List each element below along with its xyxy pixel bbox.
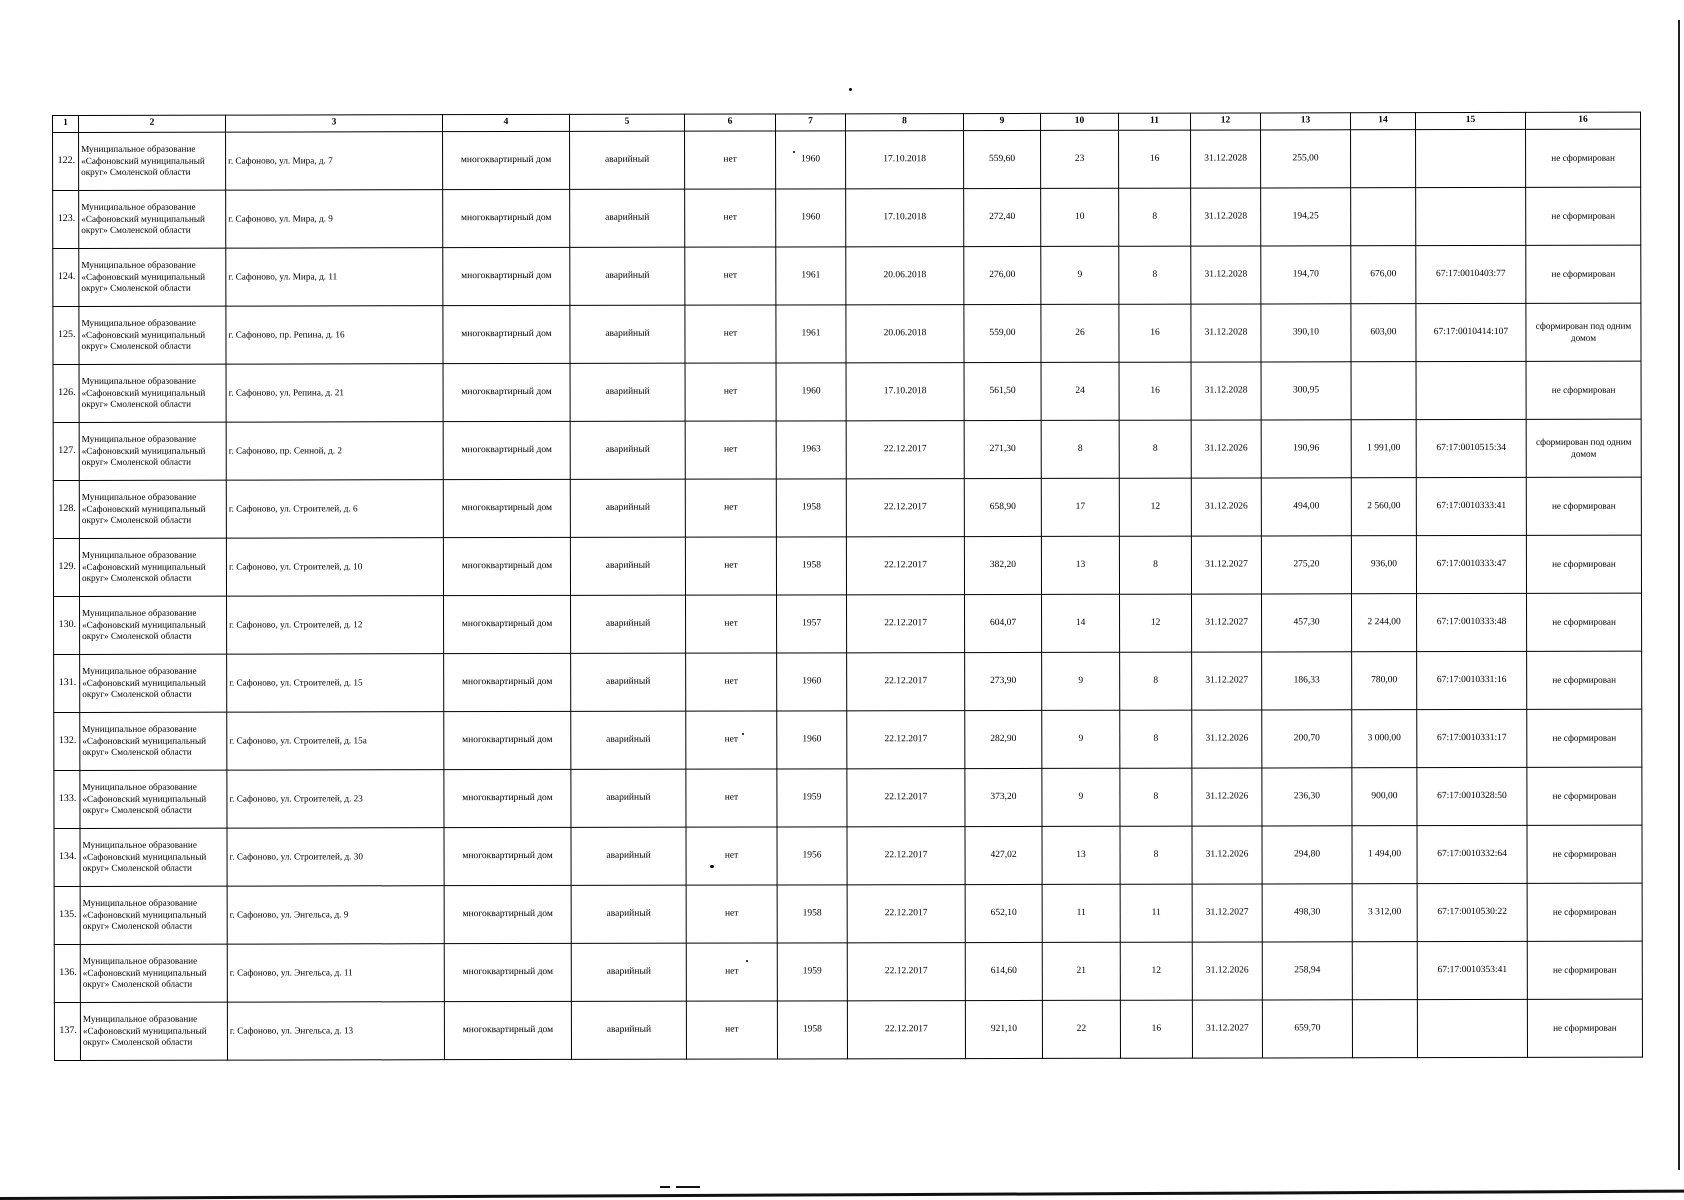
area-cell: 559,00 [964,304,1041,362]
municipality-cell: Муниципальное образование «Сафоновский муниципальный округ» Смоленской области [79,306,226,364]
land-plot-status-cell: сформирован под одним домом [1526,303,1641,361]
row-number: 123. [53,190,79,248]
address-cell: г. Сафоново, пр. Репина, д. 16 [226,306,443,364]
address-cell: г. Сафоново, ул. Строителей, д. 15а [227,712,444,770]
year-built-cell: 1960 [777,711,847,769]
land-plot-status-cell: не сформирован [1527,941,1642,999]
land-area-cell [1351,188,1416,246]
recognition-date-cell: 22.12.2017 [847,595,965,653]
municipality-cell: Муниципальное образование «Сафоновский муниципальный округ» Смоленской области [80,944,227,1002]
year-built-cell: 1960 [776,131,846,189]
condition-cell: аварийный [571,827,686,885]
building-type-cell: многоквартирный дом [443,421,570,479]
cadastral-number-cell: 67:17:0010333:47 [1416,535,1526,593]
recognition-date-cell: 17.10.2018 [846,131,964,189]
condition-cell: аварийный [570,421,685,479]
flag-cell: нет [686,653,777,711]
year-built-cell: 1958 [777,885,847,943]
residents-cell: 14 [1042,594,1120,652]
flag-cell: нет [686,885,777,943]
flag-cell: нет [686,769,777,827]
area-cell: 614,60 [965,942,1042,1000]
residents-cell: 26 [1041,304,1119,362]
area-cell: 652,10 [965,884,1042,942]
land-plot-status-cell: не сформирован [1526,361,1641,419]
premises-cell: 8 [1119,420,1191,478]
living-area-cell: 255,00 [1261,130,1351,188]
address-cell: г. Сафоново, ул. Строителей, д. 10 [226,538,443,596]
cadastral-number-cell [1416,187,1526,245]
land-area-cell: 603,00 [1351,304,1416,362]
row-number: 136. [54,944,80,1002]
resettlement-deadline-cell: 31.12.2027 [1192,652,1262,710]
land-plot-status-cell: не сформирован [1526,187,1641,245]
living-area-cell: 390,10 [1261,304,1351,362]
building-type-cell: многоквартирный дом [443,189,570,247]
column-number: 13 [1260,113,1350,130]
column-number: 11 [1118,113,1190,130]
resettlement-deadline-cell: 31.12.2028 [1191,246,1261,304]
building-type-cell: многоквартирный дом [443,247,570,305]
scan-mark [676,1186,700,1188]
column-number: 14 [1350,113,1415,130]
row-number: 128. [53,480,79,538]
living-area-cell: 194,70 [1261,246,1351,304]
cadastral-number-cell: 67:17:0010530:22 [1417,883,1527,941]
condition-cell: аварийный [570,131,685,189]
building-type-cell: многоквартирный дом [444,595,571,653]
land-area-cell [1351,130,1416,188]
area-cell: 658,90 [964,478,1041,536]
building-type-cell: многоквартирный дом [444,943,571,1001]
residents-cell: 11 [1042,884,1120,942]
living-area-cell: 194,25 [1261,188,1351,246]
resettlement-deadline-cell: 31.12.2026 [1191,420,1261,478]
year-built-cell: 1960 [776,189,846,247]
residents-cell: 23 [1041,130,1119,188]
condition-cell: аварийный [571,769,686,827]
register-table [52,112,1643,1061]
table-body [53,112,1643,1060]
condition-cell: аварийный [571,885,686,943]
land-plot-status-cell: сформирован под одним домом [1526,419,1641,477]
resettlement-deadline-cell: 31.12.2028 [1191,130,1261,188]
table-row [54,883,1642,944]
area-cell: 604,07 [965,594,1042,652]
condition-cell: аварийный [571,711,686,769]
year-built-cell: 1960 [777,653,847,711]
year-built-cell: 1956 [777,827,847,885]
table-row [54,593,1642,654]
living-area-cell: 659,70 [1262,1000,1352,1058]
residents-cell: 9 [1041,246,1119,304]
building-type-cell: многоквартирный дом [444,769,571,827]
land-area-cell [1352,942,1417,1000]
table-row [54,999,1642,1060]
cadastral-number-cell: 67:17:0010332:64 [1417,825,1527,883]
resettlement-deadline-cell: 31.12.2027 [1191,536,1261,594]
resettlement-deadline-cell: 31.12.2027 [1192,884,1262,942]
building-type-cell: многоквартирный дом [443,363,570,421]
municipality-cell: Муниципальное образование «Сафоновский муниципальный округ» Смоленской области [79,364,226,422]
residents-cell: 10 [1041,188,1119,246]
residents-cell: 9 [1042,652,1120,710]
cadastral-number-cell: 67:17:0010333:41 [1416,477,1526,535]
area-cell: 559,60 [964,130,1041,188]
address-cell: г. Сафоново, ул. Строителей, д. 30 [227,828,444,886]
premises-cell: 8 [1120,826,1192,884]
premises-cell: 16 [1120,1000,1192,1058]
address-cell: г. Сафоново, ул. Репина, д. 21 [226,364,443,422]
year-built-cell: 1961 [776,305,846,363]
building-type-cell: многоквартирный дом [444,827,571,885]
table-row [54,941,1642,1002]
land-area-cell: 780,00 [1352,652,1417,710]
recognition-date-cell: 22.12.2017 [847,769,965,827]
residents-cell: 21 [1042,942,1120,1000]
flag-cell: нет [685,363,776,421]
address-cell: г. Сафоново, ул. Энгельса, д. 9 [227,886,444,944]
flag-cell: нет [686,1001,777,1059]
address-cell: г. Сафоново, ул. Мира, д. 7 [226,132,443,190]
recognition-date-cell: 22.12.2017 [847,1001,965,1059]
land-area-cell: 1 494,00 [1352,826,1417,884]
area-cell: 271,30 [964,420,1041,478]
land-area-cell: 1 991,00 [1351,420,1416,478]
cadastral-number-cell [1417,999,1527,1057]
premises-cell: 8 [1119,536,1191,594]
column-number: 16 [1525,112,1640,129]
municipality-cell: Муниципальное образование «Сафоновский муниципальный округ» Смоленской области [79,422,226,480]
year-built-cell: 1963 [776,421,846,479]
scan-mark [660,1186,670,1188]
row-number: 134. [54,828,80,886]
municipality-cell: Муниципальное образование «Сафоновский муниципальный округ» Смоленской области [80,1002,227,1060]
row-number: 125. [53,306,79,364]
cadastral-number-cell: 67:17:0010333:48 [1417,593,1527,651]
address-cell: г. Сафоново, ул. Мира, д. 11 [226,248,443,306]
flag-cell: нет [686,827,777,885]
row-number: 127. [53,422,79,480]
year-built-cell: 1958 [776,537,846,595]
table-row [53,535,1641,596]
flag-cell: нет [685,305,776,363]
table-row [53,361,1641,422]
resettlement-deadline-cell: 31.12.2026 [1191,478,1261,536]
premises-cell: 8 [1119,188,1191,246]
building-type-cell: многоквартирный дом [443,305,570,363]
living-area-cell: 300,95 [1261,362,1351,420]
recognition-date-cell: 22.12.2017 [847,711,965,769]
year-built-cell: 1959 [777,769,847,827]
area-cell: 427,02 [965,826,1042,884]
row-number: 122. [53,132,79,190]
area-cell: 373,20 [965,768,1042,826]
resettlement-deadline-cell: 31.12.2026 [1192,710,1262,768]
scan-edge-bottom [0,1190,1684,1200]
table-row [53,419,1641,480]
living-area-cell: 258,94 [1262,942,1352,1000]
table-row [54,709,1642,770]
condition-cell: аварийный [570,189,685,247]
municipality-cell: Муниципальное образование «Сафоновский муниципальный округ» Смоленской области [79,190,226,248]
premises-cell: 16 [1119,362,1191,420]
address-cell: г. Сафоново, ул. Энгельса, д. 13 [227,1002,444,1060]
municipality-cell: Муниципальное образование «Сафоновский муниципальный округ» Смоленской области [80,770,227,828]
land-plot-status-cell: не сформирован [1527,709,1642,767]
residents-cell: 8 [1041,420,1119,478]
year-built-cell: 1957 [777,595,847,653]
row-number: 133. [54,770,80,828]
area-cell: 276,00 [964,246,1041,304]
condition-cell: аварийный [570,305,685,363]
land-area-cell: 900,00 [1352,768,1417,826]
land-plot-status-cell: не сформирован [1527,593,1642,651]
resettlement-deadline-cell: 31.12.2026 [1192,942,1262,1000]
column-number: 6 [684,114,775,131]
municipality-cell: Муниципальное образование «Сафоновский муниципальный округ» Смоленской области [79,248,226,306]
land-plot-status-cell: не сформирован [1527,825,1642,883]
land-plot-status-cell: не сформирован [1526,477,1641,535]
recognition-date-cell: 17.10.2018 [846,363,964,421]
cadastral-number-cell: 67:17:0010331:16 [1417,651,1527,709]
table-row [53,477,1641,538]
premises-cell: 8 [1120,710,1192,768]
condition-cell: аварийный [570,363,685,421]
municipality-cell: Муниципальное образование «Сафоновский муниципальный округ» Смоленской области [80,596,227,654]
recognition-date-cell: 22.12.2017 [846,421,964,479]
resettlement-deadline-cell: 31.12.2028 [1191,188,1261,246]
residents-cell: 22 [1042,1000,1120,1058]
municipality-cell: Муниципальное образование «Сафоновский муниципальный округ» Смоленской области [80,654,227,712]
recognition-date-cell: 22.12.2017 [847,943,965,1001]
building-type-cell: многоквартирный дом [444,711,571,769]
column-number: 4 [443,114,570,131]
land-plot-status-cell: не сформирован [1526,535,1641,593]
address-cell: г. Сафоново, ул. Строителей, д. 12 [227,596,444,654]
municipality-cell: Муниципальное образование «Сафоновский муниципальный округ» Смоленской области [80,886,227,944]
column-number: 2 [79,115,226,132]
residents-cell: 13 [1042,826,1120,884]
premises-cell: 16 [1119,130,1191,188]
column-number: 9 [963,113,1040,130]
area-cell: 273,90 [965,652,1042,710]
recognition-date-cell: 22.12.2017 [847,827,965,885]
living-area-cell: 457,30 [1262,594,1352,652]
land-plot-status-cell: не сформирован [1527,883,1642,941]
cadastral-number-cell: 67:17:0010328:50 [1417,767,1527,825]
cadastral-number-cell: 67:17:0010515:34 [1416,419,1526,477]
address-cell: г. Сафоново, ул. Строителей, д. 15 [227,654,444,712]
resettlement-deadline-cell: 31.12.2026 [1192,768,1262,826]
condition-cell: аварийный [571,943,686,1001]
year-built-cell: 1959 [777,943,847,1001]
address-cell: г. Сафоново, ул. Мира, д. 9 [226,190,443,248]
resettlement-deadline-cell: 31.12.2028 [1191,362,1261,420]
land-area-cell: 936,00 [1351,536,1416,594]
row-number: 126. [53,364,79,422]
flag-cell: нет [685,479,776,537]
land-area-cell: 3 000,00 [1352,710,1417,768]
premises-cell: 11 [1120,884,1192,942]
building-type-cell: многоквартирный дом [444,653,571,711]
living-area-cell: 275,20 [1261,536,1351,594]
land-area-cell [1351,362,1416,420]
row-number: 135. [54,886,80,944]
year-built-cell: 1958 [776,479,846,537]
flag-cell: нет [685,421,776,479]
municipality-cell: Муниципальное образование «Сафоновский муниципальный округ» Смоленской области [79,538,226,596]
recognition-date-cell: 20.06.2018 [846,247,964,305]
premises-cell: 12 [1120,942,1192,1000]
column-number: 15 [1415,112,1525,129]
flag-cell: нет [685,537,776,595]
recognition-date-cell: 22.12.2017 [846,537,964,595]
building-type-cell: многоквартирный дом [444,1001,571,1059]
resettlement-deadline-cell: 31.12.2026 [1192,826,1262,884]
resettlement-deadline-cell: 31.12.2028 [1191,304,1261,362]
table-row [53,129,1641,190]
flag-cell: нет [685,189,776,247]
flag-cell: нет [686,595,777,653]
address-cell: г. Сафоново, ул. Строителей, д. 23 [227,770,444,828]
cadastral-number-cell [1416,361,1526,419]
row-number: 124. [53,248,79,306]
municipality-cell: Муниципальное образование «Сафоновский муниципальный округ» Смоленской области [79,132,226,190]
municipality-cell: Муниципальное образование «Сафоновский муниципальный округ» Смоленской области [80,828,227,886]
area-cell: 282,90 [965,710,1042,768]
premises-cell: 8 [1120,652,1192,710]
land-plot-status-cell: не сформирован [1527,651,1642,709]
address-cell: г. Сафоново, ул. Энгельса, д. 11 [227,944,444,1002]
land-plot-status-cell: не сформирован [1527,767,1642,825]
municipality-cell: Муниципальное образование «Сафоновский муниципальный округ» Смоленской области [80,712,227,770]
address-cell: г. Сафоново, пр. Сенной, д. 2 [226,422,443,480]
premises-cell: 8 [1120,768,1192,826]
area-cell: 561,50 [964,362,1041,420]
row-number: 137. [54,1002,80,1060]
recognition-date-cell: 20.06.2018 [846,305,964,363]
condition-cell: аварийный [570,537,685,595]
condition-cell: аварийный [571,595,686,653]
recognition-date-cell: 22.12.2017 [847,653,965,711]
table-row [53,303,1641,364]
flag-cell: нет [685,247,776,305]
table-row [54,825,1642,886]
table-row [54,767,1642,828]
land-area-cell: 2 560,00 [1351,478,1416,536]
land-area-cell [1352,1000,1417,1058]
column-number: 1 [53,115,79,132]
area-cell: 921,10 [965,1000,1042,1058]
land-area-cell: 3 312,00 [1352,884,1417,942]
living-area-cell: 186,33 [1262,652,1352,710]
resettlement-deadline-cell: 31.12.2027 [1192,594,1262,652]
column-number: 7 [775,114,845,131]
flag-cell: нет [686,711,777,769]
address-cell: г. Сафоново, ул. Строителей, д. 6 [226,480,443,538]
year-built-cell: 1960 [776,363,846,421]
condition-cell: аварийный [571,1001,686,1059]
table-row [53,187,1641,248]
column-number: 10 [1040,113,1118,130]
residents-cell: 13 [1041,536,1119,594]
year-built-cell: 1958 [777,1001,847,1059]
condition-cell: аварийный [571,653,686,711]
scan-speck [849,88,852,91]
building-type-cell: многоквартирный дом [444,885,571,943]
living-area-cell: 200,70 [1262,710,1352,768]
column-number: 12 [1190,113,1260,130]
year-built-cell: 1961 [776,247,846,305]
row-number: 131. [54,654,80,712]
living-area-cell: 494,00 [1261,478,1351,536]
residents-cell: 17 [1041,478,1119,536]
land-plot-status-cell: не сформирован [1526,129,1641,187]
residents-cell: 24 [1041,362,1119,420]
cadastral-number-cell: 67:17:0010353:41 [1417,941,1527,999]
row-number: 129. [53,538,79,596]
condition-cell: аварийный [570,479,685,537]
cadastral-number-cell [1416,129,1526,187]
resettlement-deadline-cell: 31.12.2027 [1192,1000,1262,1058]
recognition-date-cell: 22.12.2017 [847,885,965,943]
living-area-cell: 190,96 [1261,420,1351,478]
cadastral-number-cell: 67:17:0010414:107 [1416,303,1526,361]
land-area-cell: 676,00 [1351,246,1416,304]
table-row [54,651,1642,712]
table-row [53,245,1641,306]
residents-cell: 9 [1042,710,1120,768]
premises-cell: 8 [1119,246,1191,304]
living-area-cell: 236,30 [1262,768,1352,826]
flag-cell: нет [686,943,777,1001]
column-number: 8 [845,114,963,131]
column-number: 3 [226,115,443,132]
living-area-cell: 498,30 [1262,884,1352,942]
residents-cell: 9 [1042,768,1120,826]
land-area-cell: 2 244,00 [1352,594,1417,652]
area-cell: 382,20 [964,536,1041,594]
row-number: 132. [54,712,80,770]
building-type-cell: многоквартирный дом [443,479,570,537]
scan-edge-right [1678,20,1680,1170]
land-plot-status-cell: не сформирован [1526,245,1641,303]
building-type-cell: многоквартирный дом [443,537,570,595]
living-area-cell: 294,80 [1262,826,1352,884]
cadastral-number-cell: 67:17:0010331:17 [1417,709,1527,767]
building-type-cell: многоквартирный дом [443,131,570,189]
recognition-date-cell: 17.10.2018 [846,189,964,247]
cadastral-number-cell: 67:17:0010403:77 [1416,245,1526,303]
area-cell: 272,40 [964,188,1041,246]
recognition-date-cell: 22.12.2017 [846,479,964,537]
premises-cell: 12 [1120,594,1192,652]
land-plot-status-cell: не сформирован [1527,999,1642,1057]
column-number: 5 [569,114,684,131]
row-number: 130. [54,596,80,654]
municipality-cell: Муниципальное образование «Сафоновский муниципальный округ» Смоленской области [79,480,226,538]
condition-cell: аварийный [570,247,685,305]
premises-cell: 16 [1119,304,1191,362]
flag-cell: нет [685,131,776,189]
premises-cell: 12 [1119,478,1191,536]
